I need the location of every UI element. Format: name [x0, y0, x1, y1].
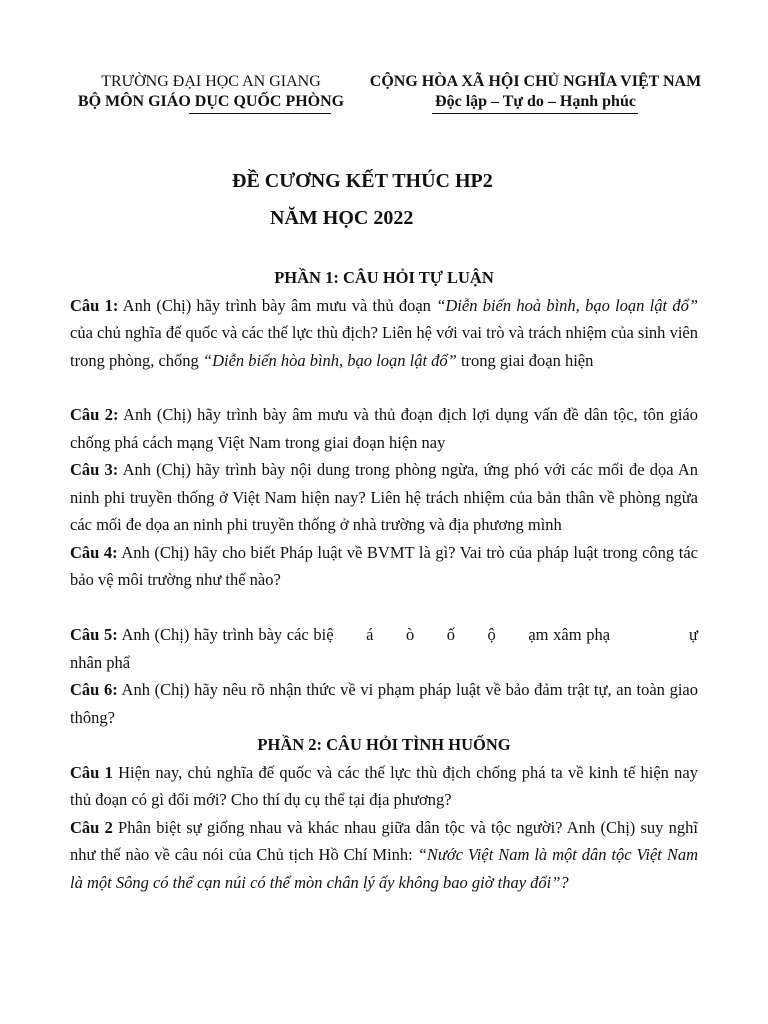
part2-heading: PHẦN 2: CÂU HỎI TÌNH HUỐNG — [257, 735, 511, 754]
question-text: trong giai đoạn hiện — [456, 350, 594, 370]
question-label: Câu 5: — [70, 625, 118, 644]
part1-question-5 — [70, 594, 703, 677]
blank-line — [70, 374, 698, 401]
question-label: Câu 3: — [70, 460, 119, 479]
motto-underline — [432, 113, 638, 114]
question-label: Câu 2 — [70, 817, 113, 837]
question-text: Anh (Chị) hãy trình bày âm mưu và thủ đoạn — [118, 295, 437, 315]
part2-question-1 — [70, 759, 698, 814]
document-title: ĐỀ CƯƠNG KẾT THÚC HP2 — [232, 170, 493, 192]
school-year: NĂM HỌC 2022 — [270, 207, 414, 229]
question-label: Câu 6: — [70, 680, 118, 699]
part1-question-4 — [70, 539, 698, 594]
country-name: CỘNG HÒA XÃ HỘI CHỦ NGHĨA VIỆT NAM — [369, 73, 702, 90]
question-label: Câu 4: — [70, 542, 118, 562]
department-name: BỘ MÔN GIÁO DỤC QUỐC PHÒNG — [77, 93, 345, 110]
part1-question-3 — [70, 456, 698, 539]
question-text: Hiện nay, chủ nghĩa đế quốc và các thế lực thù địch chống phá ta về kinh tế hiện nay thủ đoạn có gì đổi mới? Cho thí dụ cụ thể tại địa phương? — [70, 762, 698, 809]
national-motto: Độc lập – Tự do – Hạnh phúc — [435, 93, 636, 110]
question-text: Anh (Chị) hãy nêu rõ nhận thức về vi phạm pháp luật về bảo đảm trật tự, an toàn giao thông? — [70, 680, 698, 727]
part2-question-2 — [70, 814, 698, 897]
question-text: của chủ nghĩa đế quốc và các thế lực thù địch? Liên hệ với vai trò và trách nhiệm của sinh viên trong phòng, chống — [70, 323, 698, 370]
part1-heading: PHẦN 1: CÂU HỎI TỰ LUẬN — [274, 268, 494, 287]
question-text: Anh (Chị) hãy trình bày nội dung trong phòng ngừa, ứng phó với các mối đe dọa An ninh phi truyền thống ở Việt Nam hiện nay? Liên hệ trách nhiệm của bản thân về phòng ngừa các mối đe dọa an ninh phi truyền thống ở nhà trường và địa phương mình — [70, 460, 698, 534]
university-name: TRƯỜNG ĐẠI HỌC AN GIANG — [101, 73, 321, 90]
question-text: Anh (Chị) hãy trình bày các biệ á ò ố ộ ạm xâm phạ ự nhân phẩ — [70, 625, 703, 672]
question-text: Anh (Chị) hãy trình bày âm mưu và thủ đoạn địch lợi dụng vấn đề dân tộc, tôn giáo chống phá cách mạng Việt Nam trong giai đoạn hiện nay — [70, 405, 698, 452]
question-label: Câu 1 — [70, 762, 113, 782]
university-header — [66, 72, 356, 114]
question-text: Anh (Chị) hãy cho biết Pháp luật về BVMT là gì? Vai trò của pháp luật trong công tác bảo vệ môi trường như thế nào? — [70, 542, 698, 589]
national-header — [368, 72, 703, 114]
question-quote: “Nước Việt Nam là một dân tộc Việt Nam là một Sông có thể cạn núi có thể mòn chân lý ấy không bao giờ thay đổi”? — [70, 845, 698, 892]
part1-question-2 — [70, 401, 698, 456]
department-underline — [189, 113, 331, 114]
document-body — [70, 264, 703, 896]
part1-question-6 — [70, 676, 698, 731]
question-label: Câu 1: — [70, 295, 119, 315]
part1-question-1 — [70, 292, 698, 375]
question-quote: “Diễn biến hòa bình, bạo loạn lật đổ” — [202, 350, 457, 370]
question-label: Câu 2: — [70, 405, 119, 424]
question-text: Phân biệt sự giống nhau và khác nhau giữa dân tộc và tộc người? Anh (Chị) suy nghĩ như thế nào về câu nói của Chủ tịch Hồ Chí Minh: — [70, 817, 698, 864]
question-quote: “Diễn biến hoà bình, bạo loạn lật đổ” — [436, 295, 699, 315]
